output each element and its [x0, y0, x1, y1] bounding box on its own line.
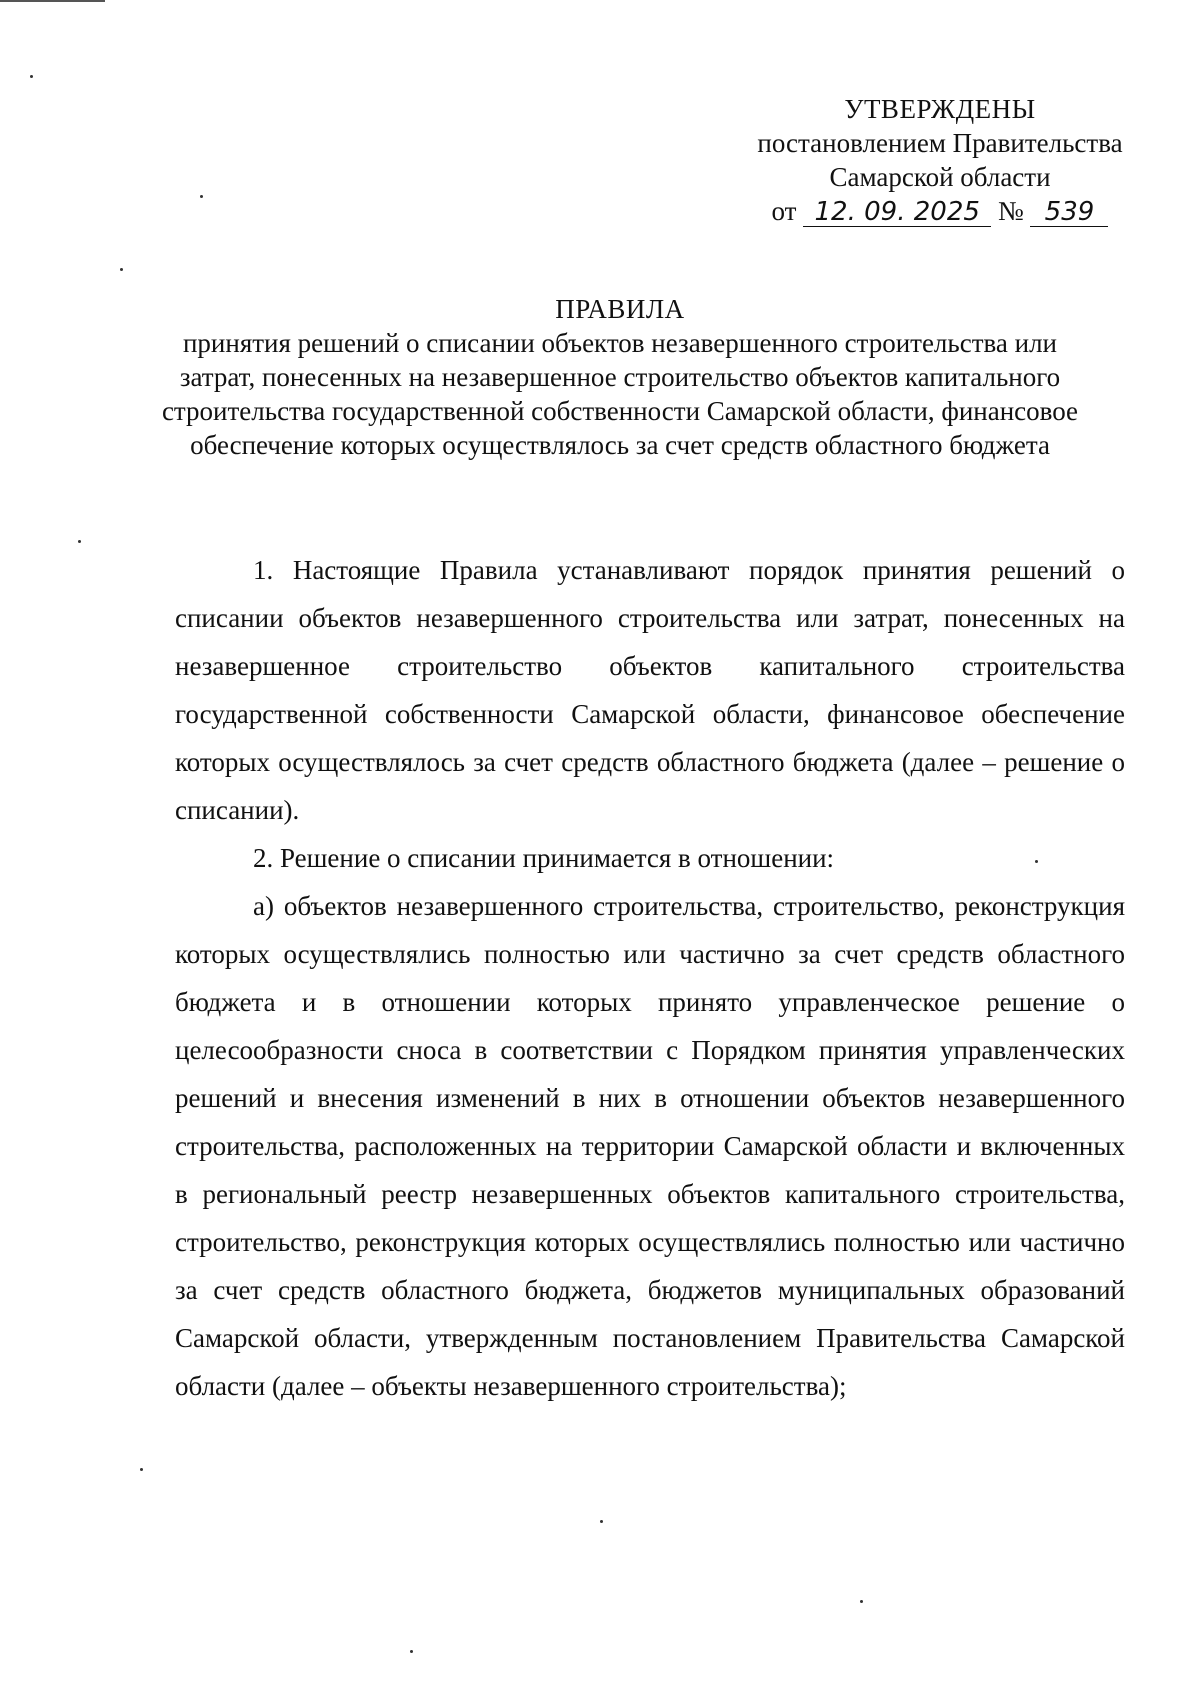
scan-speck — [140, 1468, 143, 1471]
scan-speck — [860, 1600, 863, 1603]
date-prefix: от — [771, 196, 797, 226]
approval-line-2: Самарской области — [829, 162, 1051, 192]
scan-speck — [120, 268, 123, 271]
scan-speck — [30, 75, 33, 78]
approval-title: УТВЕРЖДЕНЫ — [844, 94, 1036, 124]
scan-speck — [200, 195, 203, 198]
approval-date-line — [740, 194, 1140, 228]
approval-line-1: постановлением Правительства — [757, 128, 1123, 158]
document-body — [175, 546, 1125, 1410]
scan-speck — [78, 540, 81, 543]
scan-speck — [410, 1650, 413, 1653]
number-prefix: № — [997, 196, 1024, 226]
document-title: ПРАВИЛА — [555, 294, 685, 324]
paragraph: 2. Решение о списании принимается в отношении: — [253, 843, 835, 873]
paragraph: а) объектов незавершенного строительства, строительство, реконструкция которых осуществлялись полностью или частично за счет средств областного бюджета и в отношении которых принято управленческое решение о целесообразности сноса в соответствии с Порядком принятия управленческих решений и внесения изменений в них в отношении объектов незавершенного строительства, расположенных на территории Самарской области и включенных в региональный реестр незавершенных объектов капитального строительства, строительство, реконструкция которых осуществлялись полностью или частично за счет средств областного бюджета, бюджетов муниципальных образований Самарской области, утвержденным постановлением Правительства Самарской области (далее – объекты незавершенного строительства); — [175, 891, 1125, 1401]
handwritten-number: 539 — [1030, 198, 1108, 227]
scan-speck — [600, 1520, 603, 1523]
document-heading — [150, 292, 1090, 462]
scan-edge-mark — [0, 0, 105, 2]
paragraph: 1. Настоящие Правила устанавливают порядок принятия решений о списании объектов незавершенного строительства или затрат, понесенных на незавершенное строительство объектов капитального строительства государственной собственности Самарской области, финансовое обеспечение которых осуществлялось за счет средств областного бюджета (далее – решение о списании). — [175, 555, 1125, 825]
approval-block — [740, 92, 1140, 228]
handwritten-date: 12. 09. 2025 — [803, 198, 991, 227]
document-subtitle: принятия решений о списании объектов незавершенного строительства или затрат, понесенных на незавершенное строительство объектов капитального строительства государственной собственности Самарской области, финансовое обеспечение которых осуществлялось за счет средств областного бюджета — [161, 328, 1079, 460]
